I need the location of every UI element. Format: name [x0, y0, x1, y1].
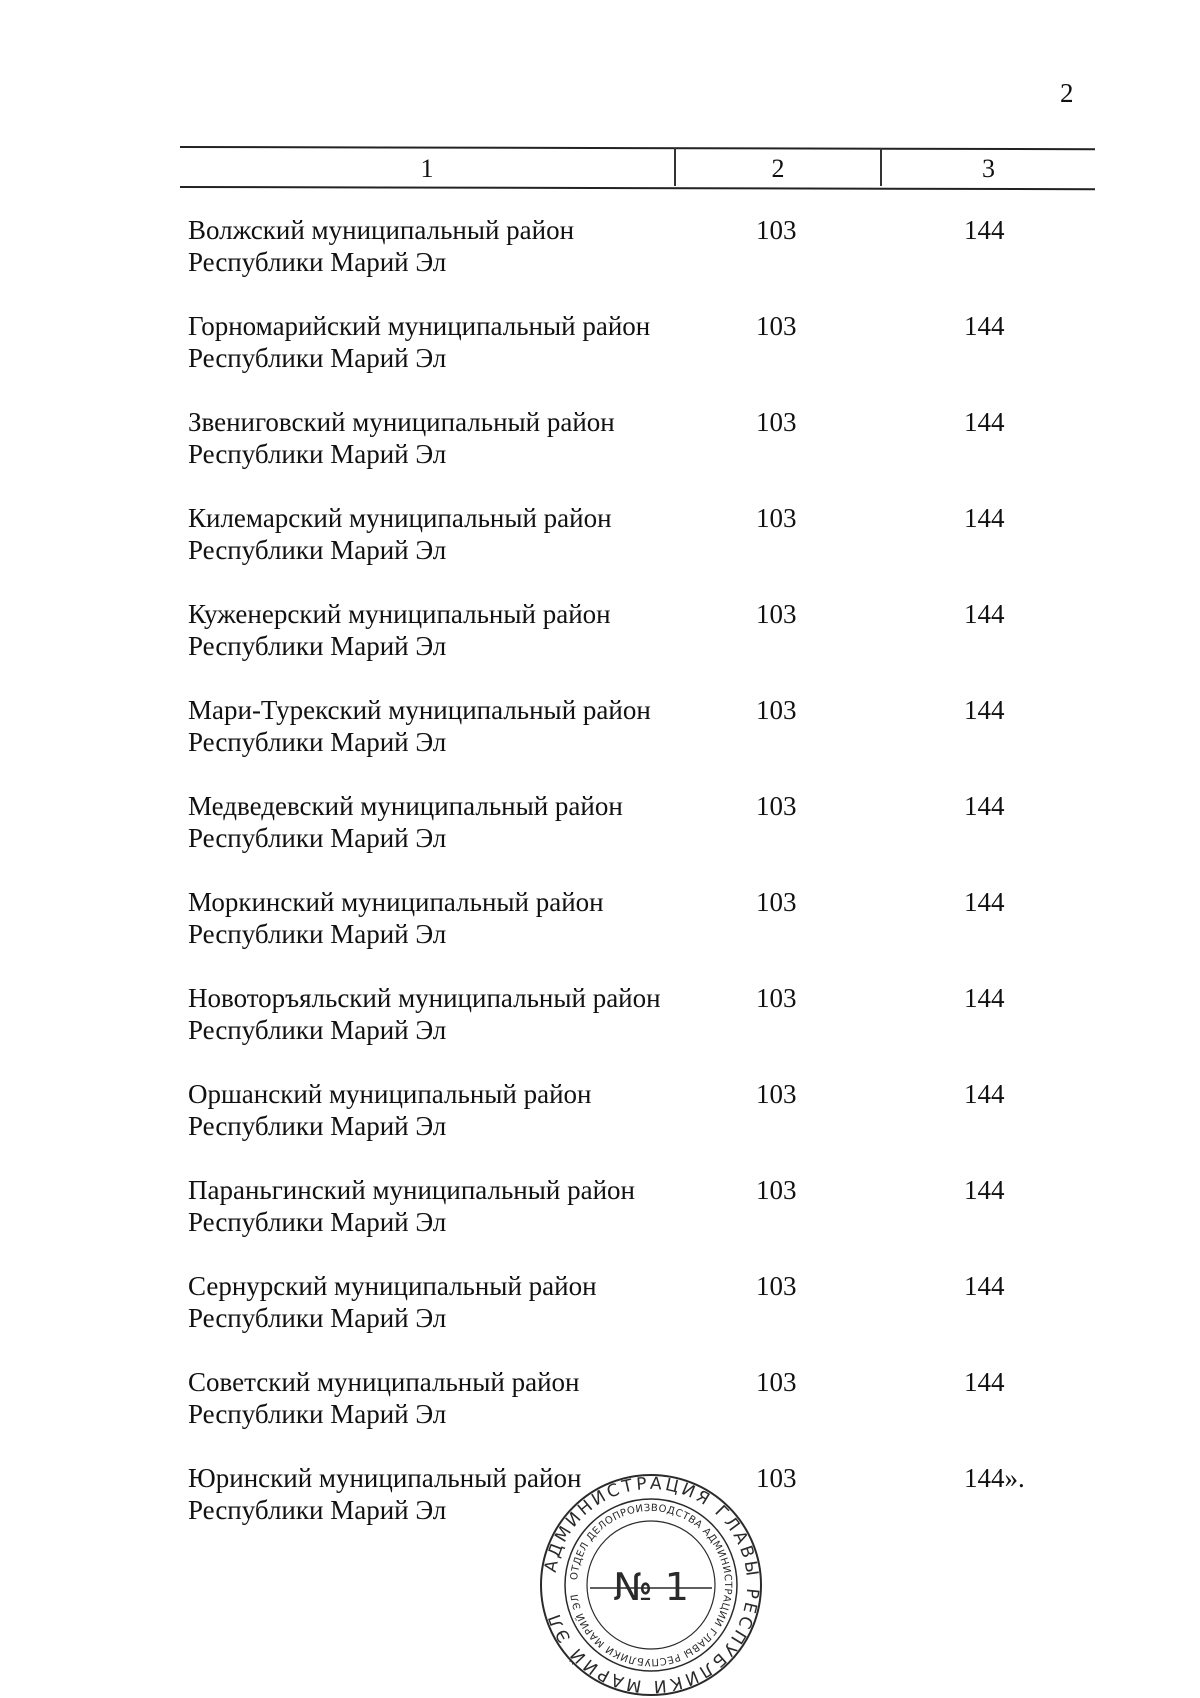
column-3-value: 144 [964, 887, 1005, 917]
table-row [188, 1270, 1088, 1366]
district-name: Параньгинский муниципальный район Республики Марий Эл [188, 1175, 635, 1237]
column-3-value: 144 [964, 215, 1005, 245]
column-3-value: 144 [964, 1271, 1005, 1301]
table-row [188, 886, 1088, 982]
district-name: Медведевский муниципальный район Республики Марий Эл [188, 791, 623, 853]
table-row [188, 1174, 1088, 1270]
column-2-value: 103 [756, 407, 797, 437]
table-row [188, 790, 1088, 886]
district-name: Юринский муниципальный район Республики Марий Эл [188, 1463, 582, 1525]
table-row [188, 694, 1088, 790]
district-name: Куженерский муниципальный район Республики Марий Эл [188, 599, 611, 661]
column-2-value: 103 [756, 887, 797, 917]
table-row [188, 214, 1088, 310]
table-row [188, 982, 1088, 1078]
district-name: Мари-Турекский муниципальный район Республики Марий Эл [188, 695, 651, 757]
column-3-value: 144 [964, 791, 1005, 821]
table-row [188, 1366, 1088, 1462]
column-3-value: 144». [964, 1463, 1025, 1493]
district-name: Моркинский муниципальный район Республики Марий Эл [188, 887, 604, 949]
header-top-rule [180, 146, 1095, 150]
district-name: Новоторъяльский муниципальный район Республики Марий Эл [188, 983, 661, 1045]
table-row [188, 310, 1088, 406]
column-3-value: 144 [964, 599, 1005, 629]
table-body [188, 214, 1088, 1558]
column-3-value: 144 [964, 1079, 1005, 1109]
district-name: Волжский муниципальный район Республики Марий Эл [188, 215, 575, 277]
column-2-value: 103 [756, 1367, 797, 1397]
column-3-value: 144 [964, 407, 1005, 437]
table-header [180, 146, 1095, 188]
column-2-value: 103 [756, 503, 797, 533]
district-name: Звениговский муниципальный район Республики Марий Эл [188, 407, 615, 469]
column-2-value: 103 [756, 1079, 797, 1109]
table-row [188, 406, 1088, 502]
column-3-value: 144 [964, 1175, 1005, 1205]
column-3-value: 144 [964, 503, 1005, 533]
official-stamp [538, 1472, 764, 1698]
district-name: Оршанский муниципальный район Республики Марий Эл [188, 1079, 592, 1141]
header-cell-2: 2 [771, 154, 785, 183]
table-row [188, 598, 1088, 694]
page-number: 2 [1060, 78, 1074, 108]
column-3-value: 144 [964, 695, 1005, 725]
column-3-value: 144 [964, 983, 1005, 1013]
district-name: Горномарийский муниципальный район Республики Марий Эл [188, 311, 651, 373]
table-row [188, 502, 1088, 598]
stamp-inner-text: ОТДЕЛ ДЕЛОПРОИЗВОДСТВА АДМИНИСТРАЦИИ ГЛАВЫ РЕСПУБЛИКИ МАРИЙ ЭЛ [569, 1502, 734, 1668]
district-name: Сернурский муниципальный район Республики Марий Эл [188, 1271, 597, 1333]
column-2-value: 103 [756, 1463, 797, 1493]
column-2-value: 103 [756, 695, 797, 725]
stamp-center-number: № 1 [613, 1565, 689, 1609]
header-bottom-rule [180, 186, 1095, 190]
stamp-outer-text: АДМИНИСТРАЦИЯ ГЛАВЫ РЕСПУБЛИКИ МАРИЙ ЭЛ [540, 1473, 763, 1697]
district-name: Советский муниципальный район Республики Марий Эл [188, 1367, 580, 1429]
column-2-value: 103 [756, 983, 797, 1013]
column-2-value: 103 [756, 791, 797, 821]
column-3-value: 144 [964, 311, 1005, 341]
column-2-value: 103 [756, 311, 797, 341]
column-2-value: 103 [756, 215, 797, 245]
column-2-value: 103 [756, 599, 797, 629]
column-3-value: 144 [964, 1367, 1005, 1397]
header-cell-3: 3 [982, 154, 995, 183]
table-row [188, 1078, 1088, 1174]
district-name: Килемарский муниципальный район Республики Марий Эл [188, 503, 612, 565]
column-2-value: 103 [756, 1175, 797, 1205]
header-cell-1: 1 [420, 154, 434, 183]
column-2-value: 103 [756, 1271, 797, 1301]
